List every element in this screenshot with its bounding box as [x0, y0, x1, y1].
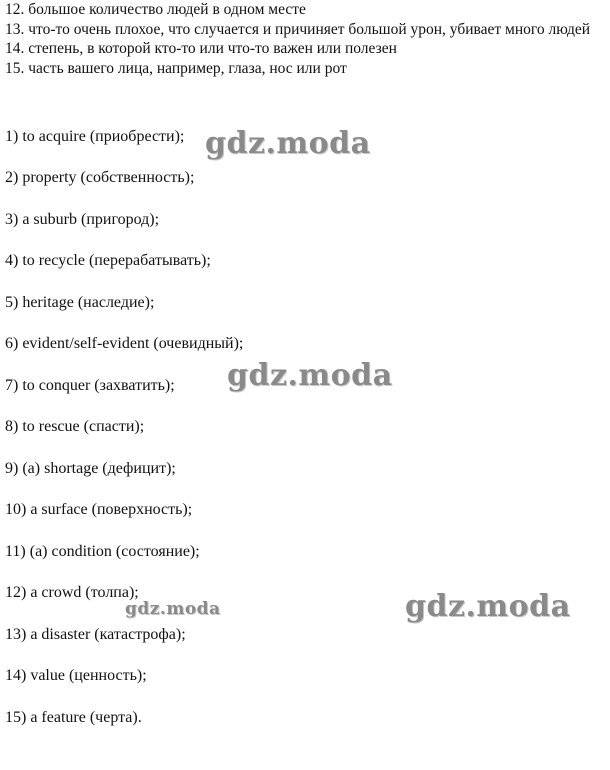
answer-1: 1) to acquire (приобрести); — [5, 128, 185, 145]
answer-6: 6) evident/self-evident (очевидный); — [5, 335, 244, 352]
definition-12: 12. большое количество людей в одном месте — [5, 1, 306, 18]
definition-14: 14. степень, в которой кто-то или что-то важен или полезен — [5, 40, 397, 57]
answer-3: 3) a suburb (пригород); — [5, 211, 160, 228]
answer-9: 9) (a) shortage (дефицит); — [5, 460, 176, 477]
answer-2: 2) property (собственность); — [5, 169, 195, 186]
answer-12: 12) a crowd (толпа); — [5, 584, 139, 601]
watermark-top: gdz.moda — [205, 126, 371, 161]
watermark-middle: gdz.moda — [227, 358, 393, 393]
answer-5: 5) heritage (наследие); — [5, 294, 155, 311]
answer-8: 8) to rescue (спасти); — [5, 418, 145, 435]
definition-15: 15. часть вашего лица, например, глаза, нос или рот — [5, 59, 347, 77]
answer-14: 14) value (ценность); — [5, 667, 147, 684]
answer-10: 10) a surface (поверхность); — [5, 501, 193, 518]
definitions-block — [5, 0, 605, 78]
watermark-small: gdz.moda — [125, 599, 221, 619]
watermark-bottom-right: gdz.moda — [405, 589, 571, 624]
answer-7: 7) to conquer (захватить); — [5, 377, 175, 394]
definition-13: 13. что-то очень плохое, что случается и причиняет большой урон, убивает много людей — [5, 20, 591, 38]
answer-4: 4) to recycle (перерабатывать); — [5, 252, 211, 269]
answer-11: 11) (a) condition (состояние); — [5, 543, 200, 560]
answer-15: 15) a feature (черта). — [5, 709, 142, 726]
answer-13: 13) a disaster (катастрофа); — [5, 626, 186, 643]
